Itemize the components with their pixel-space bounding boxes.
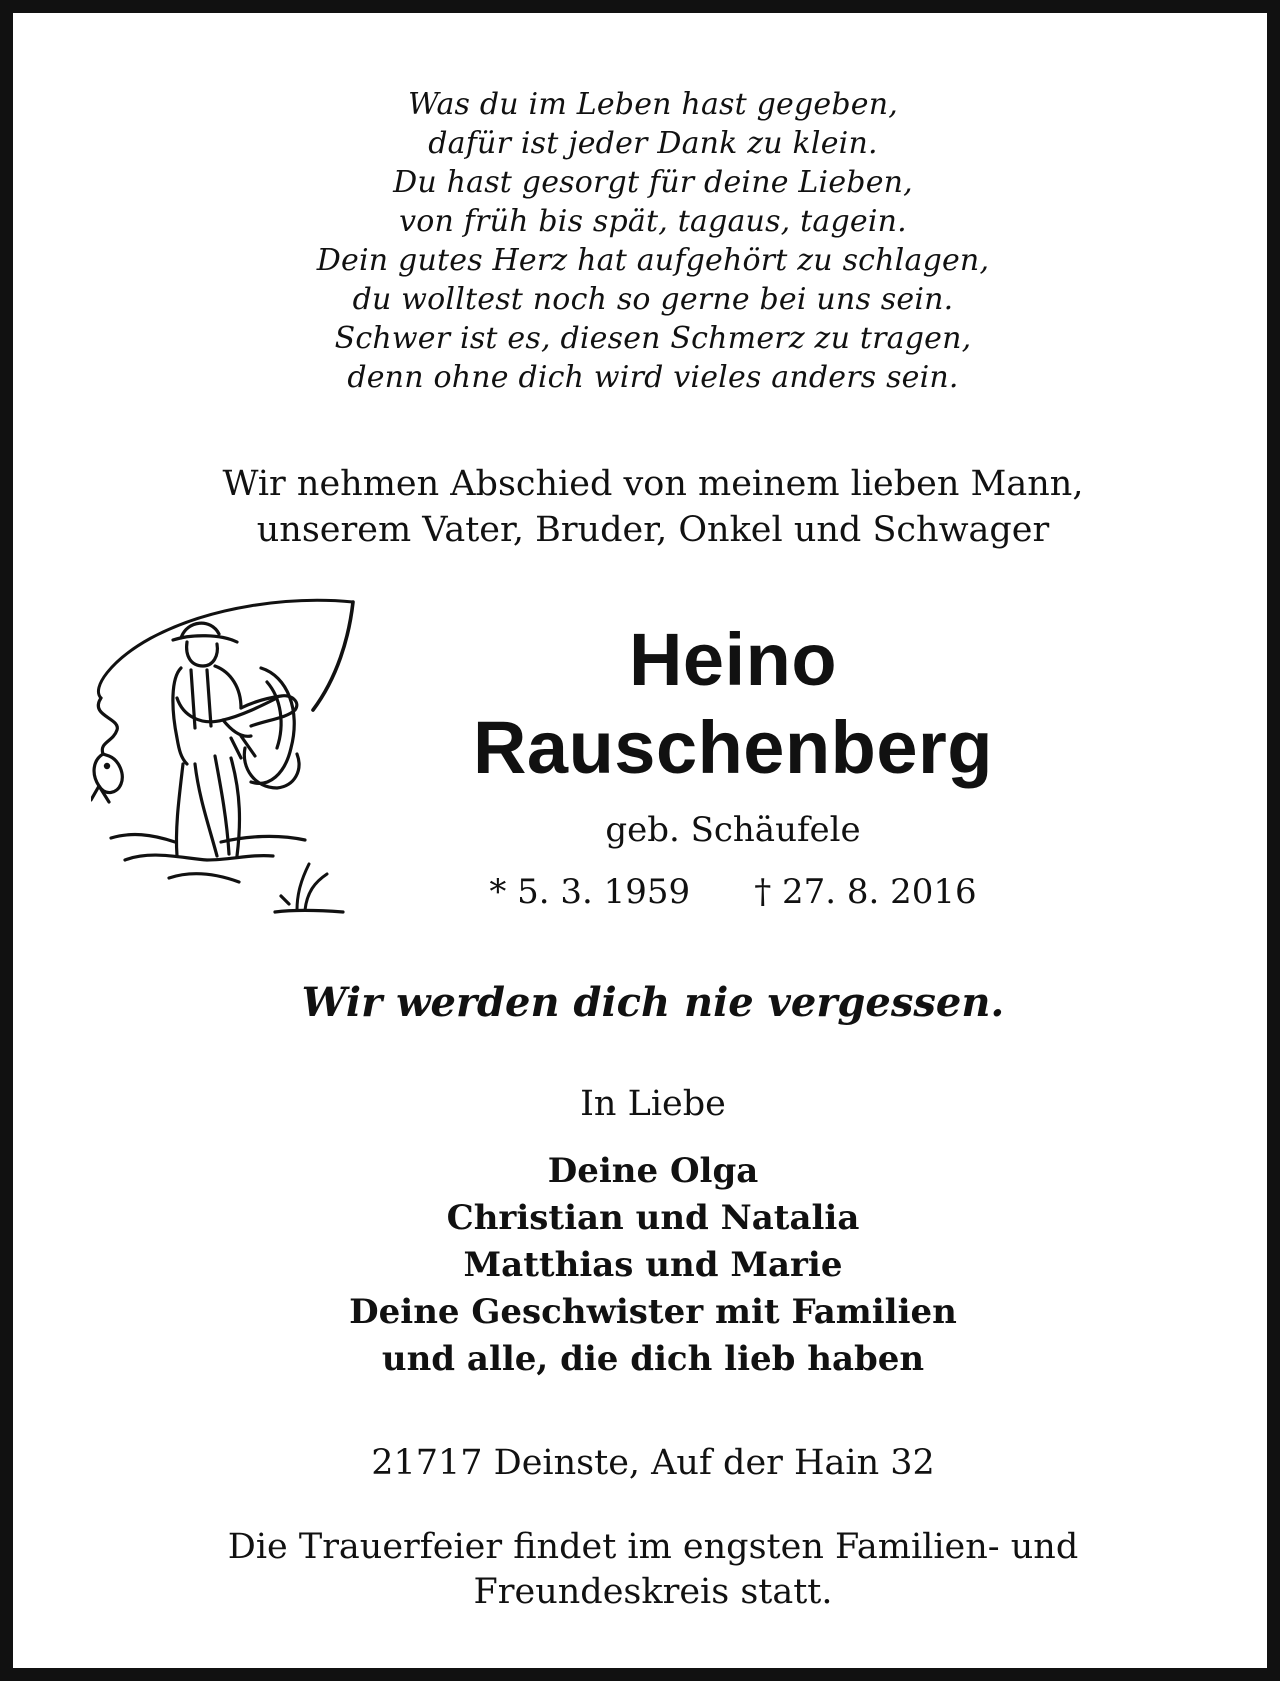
farewell-intro xyxy=(13,461,1280,553)
death-date: † 27. 8. 2016 xyxy=(754,872,977,912)
birth-date: * 5. 3. 1959 xyxy=(489,872,691,912)
mourners-list xyxy=(13,1148,1280,1383)
poem-line: Du hast gesorgt für deine Lieben, xyxy=(393,165,913,200)
in-love-label: In Liebe xyxy=(580,1084,726,1124)
mourner: Christian und Natalia xyxy=(446,1198,860,1238)
funeral-note-line: Die Trauerfeier findet im engsten Familien- und xyxy=(227,1527,1079,1567)
mourner: und alle, die dich lieb haben xyxy=(381,1339,925,1379)
deceased-first-name: Heino xyxy=(628,618,838,701)
mourner: Matthias und Marie xyxy=(463,1245,843,1285)
poem-line: von früh bis spät, tagaus, tagein. xyxy=(399,204,907,239)
life-dates xyxy=(393,870,1073,914)
memorial-poem xyxy=(13,85,1280,397)
deceased-name xyxy=(393,616,1073,792)
motto: Wir werden dich nie vergessen. xyxy=(301,979,1005,1026)
deceased-last-name: Rauschenberg xyxy=(472,706,994,789)
mourner: Deine Olga xyxy=(547,1151,759,1191)
birth-name: geb. Schäufele xyxy=(605,810,861,850)
poem-line: Schwer ist es, diesen Schmerz zu tragen, xyxy=(334,321,972,356)
funeral-note-line: Freundeskreis statt. xyxy=(473,1572,833,1612)
address: 21717 Deinste, Auf der Hain 32 xyxy=(371,1443,935,1483)
fisherman-icon xyxy=(91,598,371,938)
poem-line: Was du im Leben hast gegeben, xyxy=(408,87,898,122)
mourner: Deine Geschwister mit Familien xyxy=(349,1292,957,1332)
intro-line: unserem Vater, Bruder, Onkel und Schwager xyxy=(256,510,1050,550)
poem-line: denn ohne dich wird vieles anders sein. xyxy=(347,360,959,395)
intro-line: Wir nehmen Abschied von meinem lieben Mann, xyxy=(222,464,1084,504)
poem-line: dafür ist jeder Dank zu klein. xyxy=(428,126,878,161)
funeral-note xyxy=(13,1525,1280,1615)
poem-line: du wolltest noch so gerne bei uns sein. xyxy=(352,282,954,317)
poem-line: Dein gutes Herz hat aufgehört zu schlagen, xyxy=(316,243,990,278)
